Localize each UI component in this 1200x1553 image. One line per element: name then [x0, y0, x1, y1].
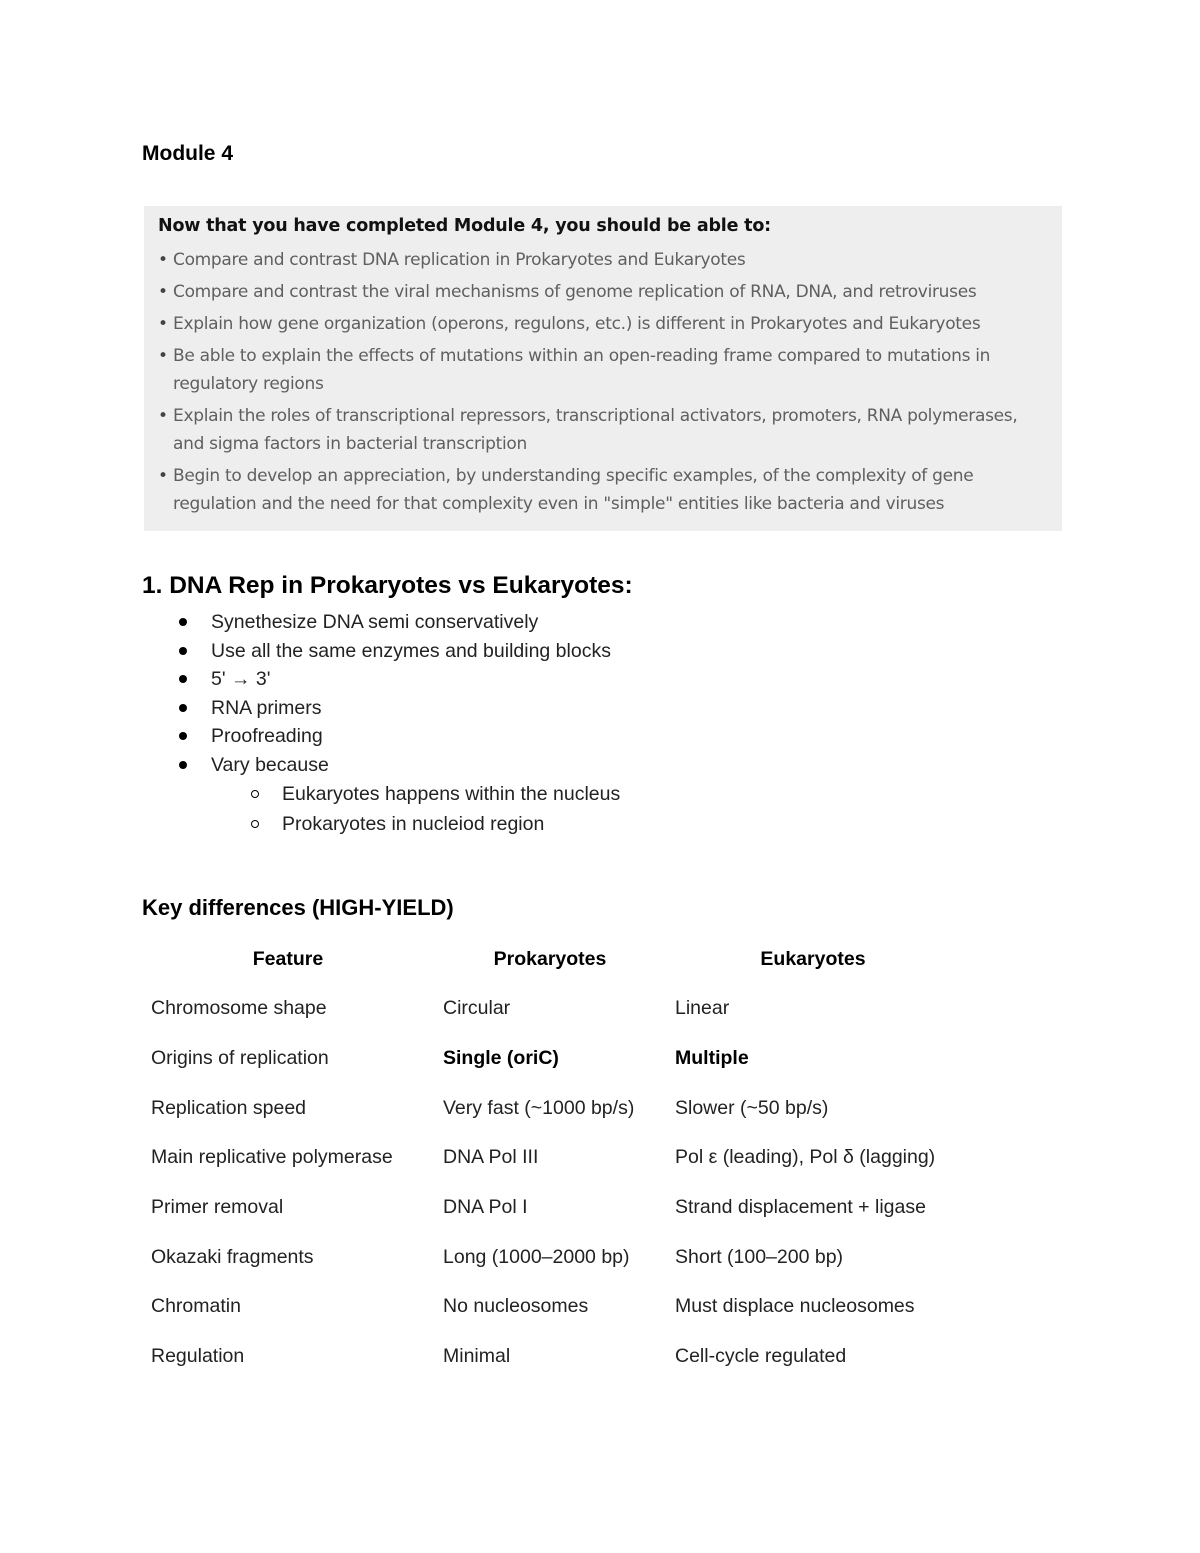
column-header-feature: Feature: [252, 947, 324, 970]
objective-item: [158, 402, 1048, 458]
filled-bullet-icon: [179, 647, 187, 655]
table-cell: Slower (~50 bp/s): [675, 1096, 829, 1119]
section-heading: 1. DNA Rep in Prokaryotes vs Eukaryotes:: [142, 572, 633, 599]
objectives-heading: Now that you have completed Module 4, you should be able to:: [158, 216, 771, 236]
list-item-text: 5' → 3': [211, 668, 271, 690]
table-cell: Okazaki fragments: [151, 1245, 314, 1268]
table-cell: Replication speed: [151, 1096, 307, 1119]
table-cell: Cell-cycle regulated: [675, 1345, 847, 1368]
objective-text: Explain the roles of transcriptional repressors, transcriptional activators, promoters, RNA polymerases, and sigma factors in bacterial transcription: [173, 406, 1018, 454]
bullet-icon: •: [158, 466, 168, 486]
objective-text: Compare and contrast the viral mechanisms of genome replication of RNA, DNA, and retroviruses: [173, 282, 977, 302]
list-item: [178, 694, 620, 723]
table-header-row: [142, 934, 960, 984]
bullet-icon: •: [158, 250, 168, 270]
objective-item: [158, 310, 1048, 338]
table-cell: No nucleosomes: [443, 1295, 589, 1318]
list-item: [178, 637, 620, 666]
table-cell: Multiple: [675, 1047, 749, 1070]
list-item-text: Use all the same enzymes and building blocks: [211, 639, 611, 662]
table-row: [142, 1332, 960, 1382]
objective-text: Be able to explain the effects of mutations within an open-reading frame compared to mutations in regulatory regions: [173, 346, 991, 394]
table-heading: Key differences (HIGH-YIELD): [142, 895, 454, 920]
list-item: [178, 665, 620, 694]
bullet-icon: •: [158, 314, 168, 334]
filled-bullet-icon: [179, 704, 187, 712]
list-item-text: Proofreading: [211, 725, 323, 747]
hollow-bullet-icon: [251, 820, 259, 828]
filled-bullet-icon: [179, 675, 187, 683]
objective-item: [158, 246, 1048, 274]
objective-text: Begin to develop an appreciation, by understanding specific examples, of the complexity of gene regulation and the need for that complexity even in "simple" entities like bacteria and viruses: [173, 466, 974, 514]
table-cell: Strand displacement + ligase: [675, 1196, 926, 1219]
table-row: [142, 984, 960, 1034]
list-item: [178, 751, 620, 780]
comparison-bullet-list: [178, 608, 620, 839]
table-cell: Must displace nucleosomes: [675, 1295, 915, 1318]
objective-item: [158, 462, 1048, 518]
table-cell: Long (1000–2000 bp): [443, 1245, 630, 1268]
bullet-icon: •: [158, 346, 168, 366]
table-row: [142, 1034, 960, 1084]
table-cell: Origins of replication: [151, 1047, 329, 1070]
hollow-bullet-icon: [251, 790, 259, 798]
list-item-text: RNA primers: [211, 696, 322, 719]
key-differences-table: [142, 934, 960, 1382]
list-item-text: Eukaryotes happens within the nucleus: [282, 783, 621, 805]
list-item: [178, 722, 620, 751]
table-cell: DNA Pol III: [443, 1146, 539, 1169]
table-row: [142, 1183, 960, 1233]
table-cell: Short (100–200 bp): [675, 1245, 844, 1268]
table-cell: Primer removal: [151, 1196, 284, 1219]
table-row: [142, 1133, 960, 1183]
table-cell: Pol ε (leading), Pol δ (lagging): [675, 1146, 936, 1169]
objective-text: Explain how gene organization (operons, regulons, etc.) is different in Prokaryotes and Eukaryotes: [173, 314, 981, 334]
bullet-icon: •: [158, 282, 168, 302]
bullet-icon: •: [158, 406, 168, 426]
table-row: [142, 1232, 960, 1282]
table-row: [142, 1083, 960, 1133]
table-cell: Chromosome shape: [151, 997, 327, 1020]
objective-item: [158, 278, 1048, 306]
table-cell: Main replicative polymerase: [151, 1146, 393, 1169]
objective-text: Compare and contrast DNA replication in Prokaryotes and Eukaryotes: [173, 250, 746, 270]
list-item: [178, 608, 620, 637]
table-cell: Linear: [675, 997, 730, 1020]
page-title: Module 4: [142, 142, 234, 165]
table-cell: Chromatin: [151, 1295, 241, 1318]
table-cell: Regulation: [151, 1345, 245, 1368]
filled-bullet-icon: [179, 761, 187, 769]
list-item-text: Synethesize DNA semi conservatively: [211, 611, 539, 633]
objectives-list: [158, 246, 1048, 518]
sub-list-item: [178, 779, 620, 809]
objective-item: [158, 342, 1048, 398]
table-cell: DNA Pol I: [443, 1196, 528, 1219]
table-cell: Very fast (~1000 bp/s): [443, 1096, 635, 1119]
table-row: [142, 1282, 960, 1332]
list-item-text: Vary because: [211, 753, 329, 776]
table-cell: Single (oriC): [443, 1047, 559, 1070]
table-cell: Minimal: [443, 1345, 511, 1368]
column-header-prokaryotes: Prokaryotes: [493, 947, 607, 970]
table-cell: Circular: [443, 997, 511, 1020]
sub-list-item: [178, 809, 620, 839]
list-item-text: Prokaryotes in nucleiod region: [282, 813, 545, 835]
column-header-eukaryotes: Eukaryotes: [760, 947, 866, 970]
filled-bullet-icon: [179, 732, 187, 740]
filled-bullet-icon: [179, 618, 187, 626]
learning-objectives-box: [144, 206, 1062, 531]
